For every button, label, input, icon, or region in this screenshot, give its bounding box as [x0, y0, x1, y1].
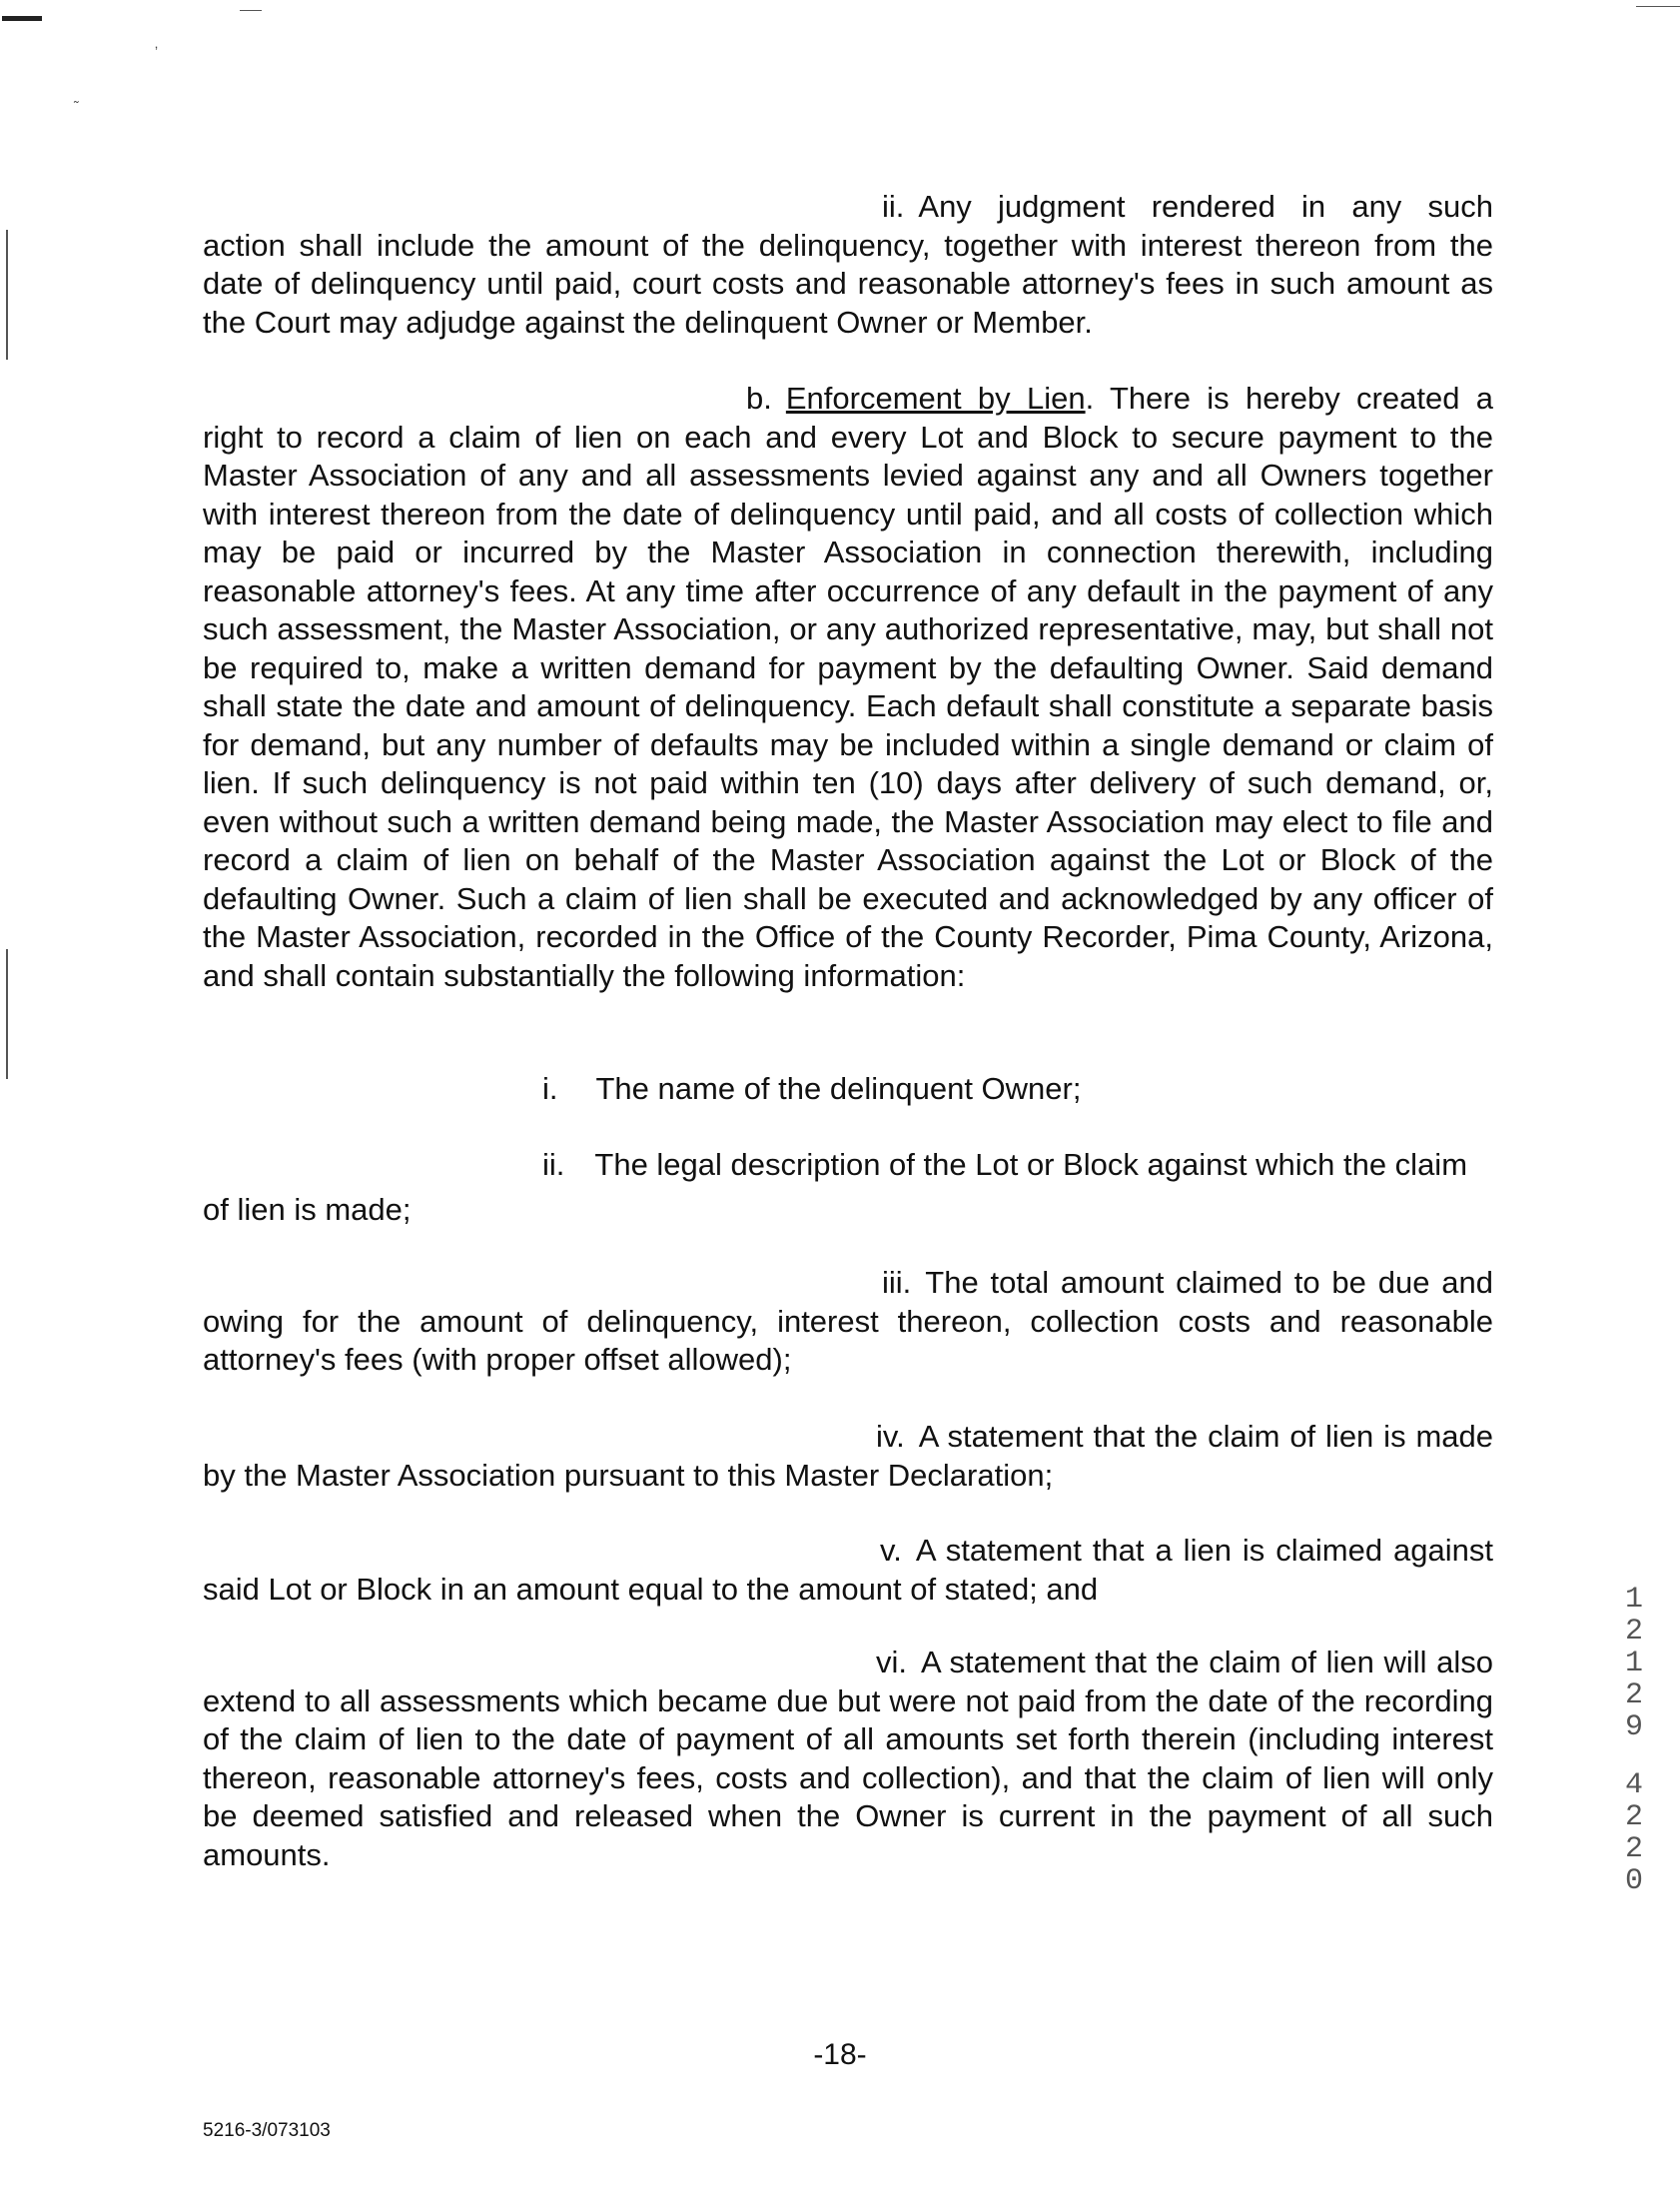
stamp-digit: 1 [1624, 1583, 1643, 1617]
paragraph-marker: b. [746, 381, 772, 416]
list-item [203, 1532, 1493, 1609]
page-number: -18- [813, 2038, 867, 2071]
document-id: 5216-3/073103 [203, 2120, 331, 2141]
left-margin-line [6, 230, 8, 360]
scan-speck: ˜ [74, 98, 79, 114]
list-marker: iv. [876, 1419, 905, 1454]
list-item-text: A statement that the claim of lien is made by the Master Association pursuant to this Master Declaration; [203, 1419, 1493, 1493]
scan-artifact-tick [240, 10, 262, 11]
list-item-text: The total amount claimed to be due and owing for the amount of delinquency, interest thereon, collection costs and reasonable attorney's fees (with proper offset allowed); [203, 1265, 1493, 1377]
stamp-digit: 2 [1624, 1832, 1643, 1866]
list-item-text: of lien is made; [203, 1192, 412, 1227]
section-heading-period: . [1085, 381, 1095, 416]
paragraph-text: Any judgment rendered in any such action shall include the amount of the delinquency, together with interest thereon from the date of delinquency until paid, court costs and reasonable attorney's fees in such amount as the Court may adjudge against the delinquent Owner or Member. [203, 189, 1493, 340]
left-margin-line [6, 949, 8, 1079]
list-marker: vi. [876, 1645, 907, 1679]
list-item [203, 1418, 1493, 1495]
scan-speck: ʼ [155, 44, 159, 60]
list-marker: iii. [882, 1265, 912, 1300]
stamp-digit: 9 [1624, 1710, 1643, 1744]
list-marker: v. [880, 1533, 902, 1568]
list-item [542, 1070, 1081, 1109]
list-item-text: The legal description of the Lot or Block against which the claim [594, 1147, 1468, 1182]
paragraph-text: There is hereby created a right to record a claim of lien on each and every Lot and Block to secure payment to the Master Association of any and all assessments levied against any and all Owners together with interest thereon from the date of delinquency until paid, and all costs of collection which may be paid or incurred by the Master Association in connection therewith, including reasonable attorney's fees. At any time after occurrence of any default in the payment of any such assessment, the Master Association, or any authorized representative, may, but shall not be required to, make a written demand for payment by the defaulting Owner. Said demand shall state the date and amount of delinquency. Each default shall constitute a separate basis for demand, but any number of defaults may be included within a single demand or claim of lien. If such delinquency is not paid within ten (10) days after delivery of such demand, or, even without such a written demand being made, the Master Association may elect to file and record a claim of lien on behalf of the Master Association against the Lot or Block of the defaulting Owner. Such a claim of lien shall be executed and acknowledged by any officer of the Master Association, recorded in the Office of the County Recorder, Pima County, Arizona, and shall contain substantially the following information: [203, 381, 1494, 993]
list-item-text: A statement that a lien is claimed against said Lot or Block in an amount equal to the amount of stated; and [203, 1533, 1493, 1607]
stamp-gap [1620, 1743, 1648, 1769]
paragraph-enforcement-by-lien [203, 380, 1493, 995]
stamp-digit: 0 [1624, 1864, 1643, 1898]
stamp-digit: 1 [1624, 1647, 1643, 1680]
stamp-digit: 2 [1624, 1800, 1643, 1834]
paragraph-marker: ii. [882, 189, 905, 224]
stamp-digit: 4 [1624, 1768, 1643, 1802]
recording-number-stamp [1620, 1584, 1648, 1897]
list-marker: i. [542, 1071, 558, 1106]
section-heading: Enforcement by Lien [785, 381, 1086, 416]
list-item [203, 1264, 1493, 1380]
list-item-continuation [203, 1191, 412, 1230]
stamp-digit: 2 [1624, 1615, 1643, 1649]
list-item [203, 1644, 1493, 1874]
list-item-text: A statement that the claim of lien will also extend to all assessments which became due but were not paid from the date of the recording of the claim of lien to the date of payment of all amounts set forth therein (including interest thereon, reasonable attorney's fees, costs and collection), and that the claim of lien will only be deemed satisfied and released when the Owner is current in the payment of all such amounts. [203, 1645, 1493, 1872]
scan-artifact-mark [2, 16, 42, 21]
list-marker: ii. [542, 1147, 565, 1182]
list-item-text: The name of the delinquent Owner; [595, 1071, 1082, 1106]
right-edge-line [1636, 6, 1680, 7]
list-item [542, 1146, 1467, 1185]
stamp-digit: 2 [1624, 1678, 1643, 1712]
paragraph-judgment [203, 188, 1493, 342]
